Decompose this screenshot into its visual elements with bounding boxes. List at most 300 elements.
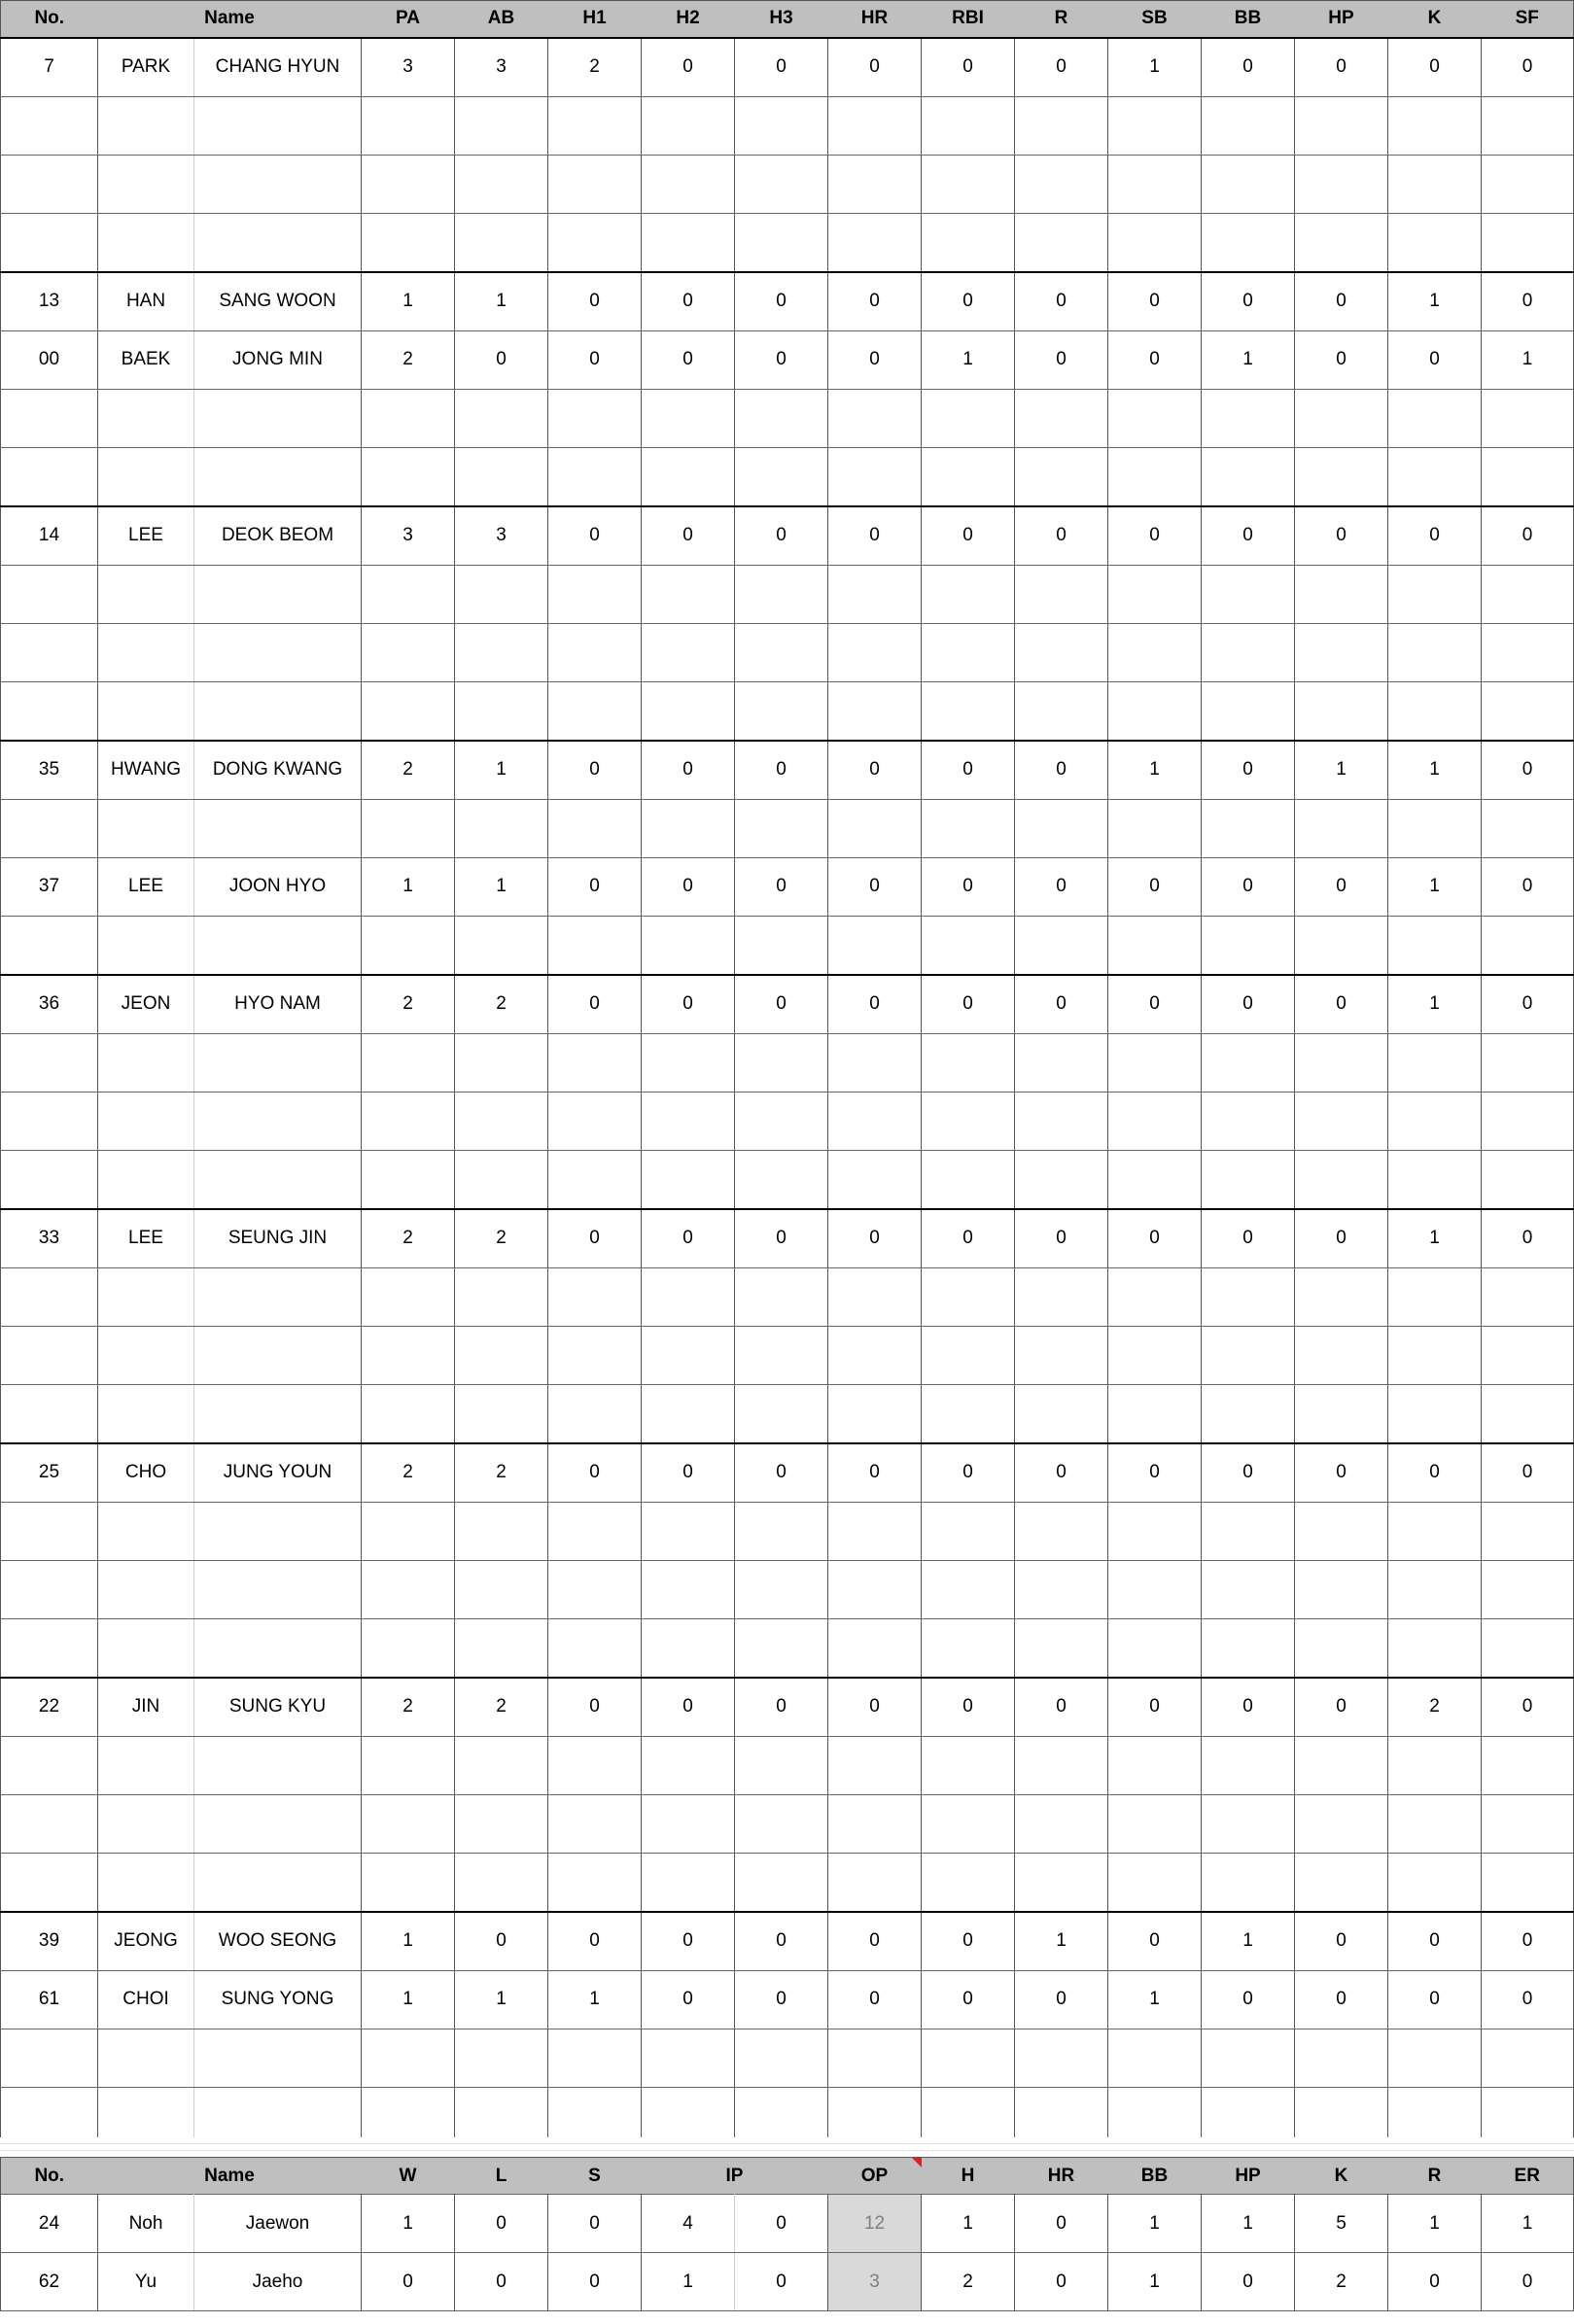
player-number-cell[interactable]: [1, 1033, 98, 1092]
h3-cell[interactable]: [735, 1033, 828, 1092]
sb-cell[interactable]: [1108, 623, 1202, 681]
pa-cell[interactable]: [362, 1092, 455, 1150]
h2-cell[interactable]: [642, 155, 735, 213]
first-name-cell[interactable]: [194, 799, 362, 857]
bb-cell[interactable]: [1202, 2029, 1295, 2087]
last-name-cell[interactable]: [98, 213, 194, 272]
h2-cell[interactable]: [642, 1326, 735, 1384]
player-number-cell[interactable]: 13: [1, 272, 98, 331]
rbi-cell[interactable]: [922, 1502, 1015, 1560]
op-cell[interactable]: 3: [828, 2253, 922, 2311]
h3-cell[interactable]: [735, 1326, 828, 1384]
h1-cell[interactable]: [548, 799, 642, 857]
r-cell[interactable]: [1015, 565, 1108, 623]
h-cell[interactable]: 1: [922, 2195, 1015, 2253]
ab-cell[interactable]: [455, 1560, 548, 1618]
pa-cell[interactable]: [362, 799, 455, 857]
r-cell[interactable]: [1015, 1560, 1108, 1618]
hp-cell[interactable]: 1: [1295, 741, 1388, 800]
first-name-cell[interactable]: [194, 1384, 362, 1443]
k-cell[interactable]: 0: [1388, 506, 1482, 566]
k-cell[interactable]: 1: [1388, 272, 1482, 331]
hr-cell[interactable]: [828, 155, 922, 213]
sb-cell[interactable]: [1108, 565, 1202, 623]
bb-cell[interactable]: [1202, 155, 1295, 213]
player-number-cell[interactable]: [1, 799, 98, 857]
h3-cell[interactable]: 0: [735, 272, 828, 331]
ab-cell[interactable]: [455, 155, 548, 213]
hp-cell[interactable]: [1295, 623, 1388, 681]
hp-cell[interactable]: [1295, 681, 1388, 741]
player-number-cell[interactable]: [1, 155, 98, 213]
h1-cell[interactable]: [548, 155, 642, 213]
hr-cell[interactable]: [828, 799, 922, 857]
hp-cell[interactable]: [1295, 1853, 1388, 1912]
hr-cell[interactable]: [828, 1502, 922, 1560]
player-number-cell[interactable]: [1, 1736, 98, 1794]
ab-cell[interactable]: [455, 1150, 548, 1209]
bb-cell[interactable]: 0: [1202, 1209, 1295, 1268]
sb-cell[interactable]: 1: [1108, 1970, 1202, 2029]
pa-cell[interactable]: 2: [362, 1443, 455, 1503]
pa-cell[interactable]: 3: [362, 506, 455, 566]
h2-cell[interactable]: 0: [642, 1209, 735, 1268]
k-cell[interactable]: 1: [1388, 741, 1482, 800]
sb-cell[interactable]: [1108, 1794, 1202, 1853]
r-cell[interactable]: [1015, 1384, 1108, 1443]
sf-cell[interactable]: [1482, 1267, 1574, 1326]
h2-cell[interactable]: 0: [642, 506, 735, 566]
last-name-cell[interactable]: [98, 1502, 194, 1560]
h2-cell[interactable]: [642, 916, 735, 975]
hp-cell[interactable]: 0: [1295, 975, 1388, 1034]
rbi-cell[interactable]: 0: [922, 1912, 1015, 1971]
last-name-cell[interactable]: [98, 799, 194, 857]
ab-cell[interactable]: [455, 213, 548, 272]
bb-cell[interactable]: 0: [1202, 38, 1295, 97]
k-cell[interactable]: 0: [1388, 38, 1482, 97]
h1-cell[interactable]: [548, 681, 642, 741]
h2-cell[interactable]: 0: [642, 1443, 735, 1503]
rbi-cell[interactable]: 0: [922, 975, 1015, 1034]
hr-cell[interactable]: [828, 2029, 922, 2087]
h3-cell[interactable]: [735, 681, 828, 741]
sf-cell[interactable]: [1482, 389, 1574, 447]
hp-cell[interactable]: 0: [1295, 1912, 1388, 1971]
h3-cell[interactable]: [735, 1794, 828, 1853]
rbi-cell[interactable]: [922, 96, 1015, 155]
player-number-cell[interactable]: 61: [1, 1970, 98, 2029]
h1-cell[interactable]: 0: [548, 857, 642, 916]
h1-cell[interactable]: 0: [548, 330, 642, 389]
r-cell[interactable]: 0: [1015, 975, 1108, 1034]
last-name-cell[interactable]: JEONG: [98, 1912, 194, 1971]
hp-cell[interactable]: [1295, 1560, 1388, 1618]
k-cell[interactable]: [1388, 1560, 1482, 1618]
player-number-cell[interactable]: [1, 1853, 98, 1912]
rbi-cell[interactable]: [922, 1326, 1015, 1384]
sb-cell[interactable]: [1108, 1853, 1202, 1912]
k-cell[interactable]: [1388, 389, 1482, 447]
hp-cell[interactable]: 0: [1295, 857, 1388, 916]
r-cell[interactable]: 0: [1015, 1678, 1108, 1737]
h2-cell[interactable]: [642, 1794, 735, 1853]
player-number-cell[interactable]: [1, 1794, 98, 1853]
hr-cell[interactable]: [828, 213, 922, 272]
r-cell[interactable]: [1015, 1267, 1108, 1326]
k-cell[interactable]: [1388, 1150, 1482, 1209]
hp-cell[interactable]: [1295, 96, 1388, 155]
sf-cell[interactable]: [1482, 1326, 1574, 1384]
player-number-cell[interactable]: 7: [1, 38, 98, 97]
hp-cell[interactable]: 0: [1295, 1209, 1388, 1268]
pa-cell[interactable]: [362, 1560, 455, 1618]
sf-cell[interactable]: [1482, 1853, 1574, 1912]
k-cell[interactable]: [1388, 1267, 1482, 1326]
h2-cell[interactable]: 0: [642, 975, 735, 1034]
pa-cell[interactable]: [362, 213, 455, 272]
ab-cell[interactable]: [455, 1033, 548, 1092]
first-name-cell[interactable]: [194, 1150, 362, 1209]
pa-cell[interactable]: [362, 1384, 455, 1443]
ip-whole-cell[interactable]: 4: [642, 2195, 735, 2253]
h2-cell[interactable]: [642, 1150, 735, 1209]
h3-cell[interactable]: [735, 1267, 828, 1326]
r-cell[interactable]: [1015, 2029, 1108, 2087]
sf-cell[interactable]: [1482, 1033, 1574, 1092]
ab-cell[interactable]: 1: [455, 1970, 548, 2029]
sf-cell[interactable]: [1482, 1502, 1574, 1560]
sf-cell[interactable]: [1482, 1618, 1574, 1678]
pa-cell[interactable]: [362, 1033, 455, 1092]
r-cell[interactable]: [1015, 1092, 1108, 1150]
player-number-cell[interactable]: [1, 1384, 98, 1443]
h1-cell[interactable]: 0: [548, 741, 642, 800]
r-cell[interactable]: [1015, 1736, 1108, 1794]
player-number-cell[interactable]: [1, 447, 98, 506]
hp-cell[interactable]: [1295, 1502, 1388, 1560]
r-cell[interactable]: [1015, 1502, 1108, 1560]
rbi-cell[interactable]: [922, 623, 1015, 681]
bb-cell[interactable]: [1202, 1736, 1295, 1794]
pa-cell[interactable]: 1: [362, 857, 455, 916]
r-cell[interactable]: [1015, 155, 1108, 213]
bb-cell[interactable]: 0: [1202, 741, 1295, 800]
k-cell[interactable]: [1388, 1618, 1482, 1678]
first-name-cell[interactable]: [194, 623, 362, 681]
k-cell[interactable]: [1388, 799, 1482, 857]
pa-cell[interactable]: [362, 1853, 455, 1912]
player-number-cell[interactable]: 62: [1, 2253, 98, 2311]
last-name-cell[interactable]: [98, 96, 194, 155]
pa-cell[interactable]: [362, 1736, 455, 1794]
rbi-cell[interactable]: [922, 1384, 1015, 1443]
bb-cell[interactable]: [1202, 389, 1295, 447]
rbi-cell[interactable]: [922, 1150, 1015, 1209]
sf-cell[interactable]: 0: [1482, 1678, 1574, 1737]
h2-cell[interactable]: [642, 681, 735, 741]
player-number-cell[interactable]: 39: [1, 1912, 98, 1971]
hr-cell[interactable]: 0: [828, 1970, 922, 2029]
h2-cell[interactable]: 0: [642, 38, 735, 97]
sf-cell[interactable]: 0: [1482, 506, 1574, 566]
r-cell[interactable]: [1015, 213, 1108, 272]
sb-cell[interactable]: [1108, 2029, 1202, 2087]
bb-cell[interactable]: [1202, 1092, 1295, 1150]
h3-cell[interactable]: [735, 96, 828, 155]
r-cell[interactable]: 0: [1015, 506, 1108, 566]
sb-cell[interactable]: [1108, 799, 1202, 857]
h3-cell[interactable]: [735, 1618, 828, 1678]
rbi-cell[interactable]: 0: [922, 1970, 1015, 2029]
ab-cell[interactable]: 2: [455, 975, 548, 1034]
h3-cell[interactable]: 0: [735, 38, 828, 97]
h1-cell[interactable]: [548, 447, 642, 506]
hr-cell[interactable]: 0: [828, 857, 922, 916]
last-name-cell[interactable]: [98, 447, 194, 506]
sb-cell[interactable]: 0: [1108, 1678, 1202, 1737]
w-cell[interactable]: 1: [362, 2195, 455, 2253]
h3-cell[interactable]: [735, 916, 828, 975]
r-cell[interactable]: 1: [1388, 2195, 1482, 2253]
h3-cell[interactable]: [735, 447, 828, 506]
sb-cell[interactable]: [1108, 389, 1202, 447]
hp-cell[interactable]: 1: [1202, 2195, 1295, 2253]
hr-cell[interactable]: 0: [1015, 2253, 1108, 2311]
bb-cell[interactable]: [1202, 681, 1295, 741]
first-name-cell[interactable]: [194, 1618, 362, 1678]
ip-whole-cell[interactable]: 1: [642, 2253, 735, 2311]
h3-cell[interactable]: 0: [735, 330, 828, 389]
r-cell[interactable]: [1015, 1853, 1108, 1912]
h2-cell[interactable]: [642, 1384, 735, 1443]
player-number-cell[interactable]: 00: [1, 330, 98, 389]
bb-cell[interactable]: 0: [1202, 857, 1295, 916]
r-cell[interactable]: [1015, 1794, 1108, 1853]
pa-cell[interactable]: [362, 389, 455, 447]
bb-cell[interactable]: [1202, 96, 1295, 155]
sb-cell[interactable]: [1108, 1618, 1202, 1678]
ab-cell[interactable]: [455, 447, 548, 506]
sb-cell[interactable]: [1108, 1092, 1202, 1150]
first-name-cell[interactable]: [194, 1267, 362, 1326]
ab-cell[interactable]: 1: [455, 857, 548, 916]
sf-cell[interactable]: [1482, 1384, 1574, 1443]
pa-cell[interactable]: [362, 916, 455, 975]
first-name-cell[interactable]: SANG WOON: [194, 272, 362, 331]
s-cell[interactable]: 0: [548, 2253, 642, 2311]
rbi-cell[interactable]: [922, 213, 1015, 272]
ab-cell[interactable]: 1: [455, 741, 548, 800]
k-cell[interactable]: 0: [1388, 1912, 1482, 1971]
first-name-cell[interactable]: DONG KWANG: [194, 741, 362, 800]
bb-cell[interactable]: [1202, 1267, 1295, 1326]
sb-cell[interactable]: 1: [1108, 38, 1202, 97]
k-cell[interactable]: [1388, 155, 1482, 213]
player-number-cell[interactable]: [1, 681, 98, 741]
h3-cell[interactable]: [735, 1736, 828, 1794]
pa-cell[interactable]: [362, 1267, 455, 1326]
rbi-cell[interactable]: [922, 799, 1015, 857]
ab-cell[interactable]: 2: [455, 1443, 548, 1503]
ab-cell[interactable]: [455, 1326, 548, 1384]
hr-cell[interactable]: 0: [828, 1678, 922, 1737]
first-name-cell[interactable]: JOON HYO: [194, 857, 362, 916]
h2-cell[interactable]: 0: [642, 1970, 735, 2029]
first-name-cell[interactable]: [194, 1033, 362, 1092]
hp-cell[interactable]: 0: [1295, 272, 1388, 331]
r-cell[interactable]: [1015, 447, 1108, 506]
pa-cell[interactable]: 2: [362, 330, 455, 389]
hr-cell[interactable]: [828, 1384, 922, 1443]
last-name-cell[interactable]: [98, 1736, 194, 1794]
hr-cell[interactable]: 0: [1015, 2195, 1108, 2253]
first-name-cell[interactable]: [194, 1092, 362, 1150]
k-cell[interactable]: 1: [1388, 857, 1482, 916]
h1-cell[interactable]: [548, 1853, 642, 1912]
pa-cell[interactable]: 1: [362, 1912, 455, 1971]
pa-cell[interactable]: [362, 2029, 455, 2087]
h2-cell[interactable]: 0: [642, 1678, 735, 1737]
sf-cell[interactable]: [1482, 799, 1574, 857]
h1-cell[interactable]: 0: [548, 506, 642, 566]
r-cell[interactable]: [1015, 1326, 1108, 1384]
ab-cell[interactable]: [455, 623, 548, 681]
hr-cell[interactable]: 0: [828, 741, 922, 800]
first-name-cell[interactable]: [194, 1326, 362, 1384]
r-cell[interactable]: [1015, 916, 1108, 975]
hr-cell[interactable]: [828, 1267, 922, 1326]
bb-cell[interactable]: 1: [1108, 2253, 1202, 2311]
bb-cell[interactable]: [1202, 1326, 1295, 1384]
h1-cell[interactable]: [548, 213, 642, 272]
k-cell[interactable]: [1388, 447, 1482, 506]
rbi-cell[interactable]: [922, 389, 1015, 447]
first-name-cell[interactable]: Jaeho: [194, 2253, 362, 2311]
hr-cell[interactable]: [828, 1618, 922, 1678]
sf-cell[interactable]: 0: [1482, 1209, 1574, 1268]
sf-cell[interactable]: [1482, 1794, 1574, 1853]
h2-cell[interactable]: 0: [642, 857, 735, 916]
bb-cell[interactable]: [1202, 1853, 1295, 1912]
h2-cell[interactable]: 0: [642, 272, 735, 331]
player-number-cell[interactable]: [1, 1618, 98, 1678]
ab-cell[interactable]: [455, 1794, 548, 1853]
l-cell[interactable]: 0: [455, 2195, 548, 2253]
last-name-cell[interactable]: Noh: [98, 2195, 194, 2253]
h3-cell[interactable]: 0: [735, 1443, 828, 1503]
h1-cell[interactable]: 0: [548, 1678, 642, 1737]
hp-cell[interactable]: [1295, 1150, 1388, 1209]
hr-cell[interactable]: 0: [828, 506, 922, 566]
k-cell[interactable]: 0: [1388, 1970, 1482, 2029]
last-name-cell[interactable]: [98, 1560, 194, 1618]
r-cell[interactable]: 0: [1015, 38, 1108, 97]
hp-cell[interactable]: 0: [1295, 330, 1388, 389]
last-name-cell[interactable]: CHO: [98, 1443, 194, 1503]
last-name-cell[interactable]: [98, 1326, 194, 1384]
last-name-cell[interactable]: [98, 1092, 194, 1150]
bb-cell[interactable]: [1202, 447, 1295, 506]
hr-cell[interactable]: [828, 565, 922, 623]
h1-cell[interactable]: [548, 96, 642, 155]
h1-cell[interactable]: [548, 1618, 642, 1678]
bb-cell[interactable]: [1202, 1560, 1295, 1618]
k-cell[interactable]: [1388, 2029, 1482, 2087]
bb-cell[interactable]: [1202, 213, 1295, 272]
rbi-cell[interactable]: [922, 1736, 1015, 1794]
h3-cell[interactable]: [735, 623, 828, 681]
rbi-cell[interactable]: 1: [922, 330, 1015, 389]
h3-cell[interactable]: 0: [735, 857, 828, 916]
h3-cell[interactable]: 0: [735, 1912, 828, 1971]
k-cell[interactable]: 2: [1388, 1678, 1482, 1737]
first-name-cell[interactable]: SEUNG JIN: [194, 1209, 362, 1268]
rbi-cell[interactable]: [922, 155, 1015, 213]
ip-fraction-cell[interactable]: 0: [735, 2253, 828, 2311]
rbi-cell[interactable]: [922, 681, 1015, 741]
hp-cell[interactable]: 0: [1295, 1970, 1388, 2029]
sf-cell[interactable]: [1482, 447, 1574, 506]
sf-cell[interactable]: [1482, 1736, 1574, 1794]
rbi-cell[interactable]: 0: [922, 1443, 1015, 1503]
hp-cell[interactable]: 0: [1202, 2253, 1295, 2311]
h3-cell[interactable]: [735, 155, 828, 213]
hr-cell[interactable]: [828, 1033, 922, 1092]
bb-cell[interactable]: [1202, 1502, 1295, 1560]
first-name-cell[interactable]: SUNG KYU: [194, 1678, 362, 1737]
player-number-cell[interactable]: [1, 1150, 98, 1209]
sf-cell[interactable]: [1482, 213, 1574, 272]
sf-cell[interactable]: [1482, 1092, 1574, 1150]
first-name-cell[interactable]: CHANG HYUN: [194, 38, 362, 97]
player-number-cell[interactable]: [1, 1326, 98, 1384]
sb-cell[interactable]: [1108, 1326, 1202, 1384]
pa-cell[interactable]: [362, 447, 455, 506]
k-cell[interactable]: [1388, 1033, 1482, 1092]
rbi-cell[interactable]: [922, 1560, 1015, 1618]
first-name-cell[interactable]: [194, 1736, 362, 1794]
h3-cell[interactable]: 0: [735, 506, 828, 566]
ab-cell[interactable]: [455, 2029, 548, 2087]
hp-cell[interactable]: [1295, 1033, 1388, 1092]
rbi-cell[interactable]: [922, 1092, 1015, 1150]
hp-cell[interactable]: [1295, 1326, 1388, 1384]
k-cell[interactable]: [1388, 213, 1482, 272]
sf-cell[interactable]: 0: [1482, 38, 1574, 97]
last-name-cell[interactable]: BAEK: [98, 330, 194, 389]
h1-cell[interactable]: [548, 565, 642, 623]
player-number-cell[interactable]: 24: [1, 2195, 98, 2253]
sb-cell[interactable]: 0: [1108, 1443, 1202, 1503]
bb-cell[interactable]: [1202, 1794, 1295, 1853]
sf-cell[interactable]: 0: [1482, 857, 1574, 916]
r-cell[interactable]: [1015, 1150, 1108, 1209]
h2-cell[interactable]: [642, 1853, 735, 1912]
r-cell[interactable]: 1: [1015, 1912, 1108, 1971]
sf-cell[interactable]: 0: [1482, 741, 1574, 800]
h2-cell[interactable]: [642, 565, 735, 623]
hp-cell[interactable]: [1295, 1736, 1388, 1794]
sf-cell[interactable]: 0: [1482, 1912, 1574, 1971]
h3-cell[interactable]: 0: [735, 1678, 828, 1737]
sf-cell[interactable]: 1: [1482, 330, 1574, 389]
h2-cell[interactable]: [642, 1560, 735, 1618]
rbi-cell[interactable]: 0: [922, 1209, 1015, 1268]
player-number-cell[interactable]: [1, 1502, 98, 1560]
k-cell[interactable]: 2: [1295, 2253, 1388, 2311]
hr-cell[interactable]: [828, 389, 922, 447]
